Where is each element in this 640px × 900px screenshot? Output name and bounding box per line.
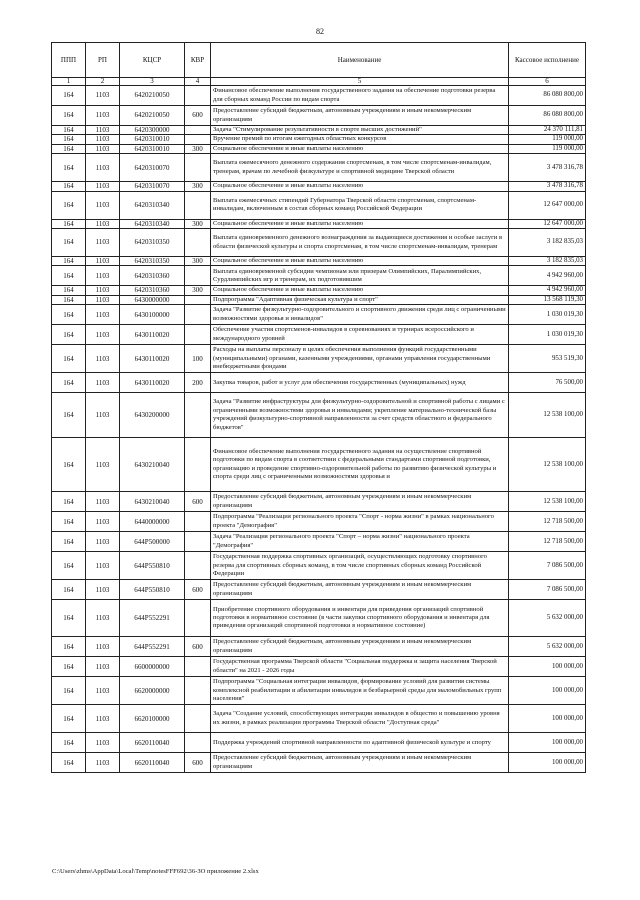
cell-ppp: 164 — [52, 229, 86, 257]
cell-kcsr: 644P552291 — [120, 600, 185, 637]
cell-name: Финансовое обеспечение выполнения государственного задания на осуществление спортивной подготовки по видам спорта в соответствии с федеральными стандартами спортивной подготовки, организацию и проведение спортивно-оздоровительной работы по развитию физической культуры и спорта среди лиц с ограниченными возможностями здоровья и — [211, 438, 509, 492]
cell-kcsr: 644P552291 — [120, 637, 185, 657]
cell-amount: 1 030 019,30 — [509, 305, 586, 325]
table-row — [52, 126, 586, 135]
cell-kvr — [185, 266, 211, 286]
cell-kvr — [185, 657, 211, 677]
table-row — [52, 182, 586, 191]
cell-amount: 1 030 019,30 — [509, 325, 586, 345]
table-row — [52, 154, 586, 182]
cell-kvr — [185, 154, 211, 182]
cell-name: Социальное обеспечение и иные выплаты населению — [211, 219, 509, 228]
table-row — [52, 295, 586, 304]
cell-amount: 5 632 000,00 — [509, 637, 586, 657]
cell-name: Задача "Развитие инфраструктуры для физкультурно-оздоровительной и спортивной работы с лицами с ограниченными возможностями здоровья и инвалидами; укрепление материально-технической базы учреждений физкультурно-спортивной направленности за счет средств областного и федерального бюджетов" — [211, 393, 509, 438]
table-row — [52, 345, 586, 373]
cell-kcsr: 6420310340 — [120, 219, 185, 228]
cell-amount: 4 942 960,00 — [509, 266, 586, 286]
cell-rp: 1103 — [86, 325, 120, 345]
cell-ppp: 164 — [52, 637, 86, 657]
cell-rp: 1103 — [86, 182, 120, 191]
cell-kcsr: 6420310010 — [120, 135, 185, 144]
cell-kcsr: 6620100000 — [120, 705, 185, 733]
cell-kcsr: 644P550810 — [120, 580, 185, 600]
table-row — [52, 532, 586, 552]
cell-kcsr: 6430200000 — [120, 393, 185, 438]
header-kvr: КВР — [185, 43, 211, 78]
cell-name: Предоставление субсидий бюджетным, автономным учреждениям и иным некоммерческим организациям — [211, 106, 509, 126]
cell-kcsr: 6600000000 — [120, 657, 185, 677]
cell-name: Государственная программа Тверской области "Социальная поддержка и защита населения Тверской области" на 2021 - 2026 годы — [211, 657, 509, 677]
table-row — [52, 512, 586, 532]
cell-ppp: 164 — [52, 492, 86, 512]
table-row — [52, 705, 586, 733]
header-amount: Кассовое исполнение — [509, 43, 586, 78]
cell-kcsr: 6430110020 — [120, 325, 185, 345]
cell-ppp: 164 — [52, 657, 86, 677]
cell-amount: 76 500,00 — [509, 373, 586, 393]
cell-name: Выплата ежемесячных стипендий Губернатора Тверской области спортсменам, спортсменам-инвалидам, включенным в состав сборных команд Российской Федерации — [211, 191, 509, 219]
cell-rp: 1103 — [86, 266, 120, 286]
table-row — [52, 229, 586, 257]
cell-name: Выплата единовременной субсидии чемпионам или призерам Олимпийских, Паралимпийских, Сурдлимпийских игр и тренерам, их подготовившим — [211, 266, 509, 286]
cell-kcsr: 6420310350 — [120, 229, 185, 257]
table-row — [52, 492, 586, 512]
table-row — [52, 373, 586, 393]
cell-ppp: 164 — [52, 286, 86, 295]
cell-kvr — [185, 733, 211, 753]
cell-ppp: 164 — [52, 191, 86, 219]
cell-kcsr: 6430210040 — [120, 492, 185, 512]
cell-kcsr: 6430110020 — [120, 373, 185, 393]
cell-amount: 100 000,00 — [509, 657, 586, 677]
table-row — [52, 219, 586, 228]
cell-name: Подпрограмма "Адаптивная физическая культура и спорт" — [211, 295, 509, 304]
column-index: 5 — [211, 78, 509, 86]
cell-amount: 100 000,00 — [509, 705, 586, 733]
cell-kvr: 300 — [185, 219, 211, 228]
cell-name: Социальное обеспечение и иные выплаты населению — [211, 182, 509, 191]
column-index: 1 — [52, 78, 86, 86]
table-row — [52, 191, 586, 219]
cell-amount: 86 080 800,00 — [509, 86, 586, 106]
cell-amount: 3 182 835,03 — [509, 257, 586, 266]
cell-rp: 1103 — [86, 512, 120, 532]
cell-rp: 1103 — [86, 600, 120, 637]
cell-ppp: 164 — [52, 86, 86, 106]
cell-name: Финансовое обеспечение выполнения государственного задания на обеспечение подготовки резерва для сборных команд России по видам спорта — [211, 86, 509, 106]
cell-kvr — [185, 677, 211, 705]
cell-kcsr: 6430210040 — [120, 438, 185, 492]
header-rp: РП — [86, 43, 120, 78]
cell-name: Задача "Реализация регионального проекта "Спорт – норма жизни" национального проекта "Демография" — [211, 532, 509, 552]
cell-rp: 1103 — [86, 154, 120, 182]
cell-kvr — [185, 135, 211, 144]
cell-kvr: 300 — [185, 257, 211, 266]
table-row — [52, 257, 586, 266]
cell-rp: 1103 — [86, 677, 120, 705]
cell-kvr — [185, 325, 211, 345]
cell-kcsr: 6420310340 — [120, 191, 185, 219]
cell-rp: 1103 — [86, 492, 120, 512]
cell-name: Предоставление субсидий бюджетным, автономным учреждениям и иным некоммерческим организациям — [211, 753, 509, 773]
cell-name: Предоставление субсидий бюджетным, автономным учреждениям и иным некоммерческим организациям — [211, 580, 509, 600]
cell-kcsr: 6620110040 — [120, 753, 185, 773]
cell-ppp: 164 — [52, 733, 86, 753]
cell-ppp: 164 — [52, 106, 86, 126]
cell-ppp: 164 — [52, 257, 86, 266]
cell-amount: 4 942 960,00 — [509, 286, 586, 295]
cell-ppp: 164 — [52, 154, 86, 182]
cell-kvr — [185, 512, 211, 532]
cell-kcsr: 6420310010 — [120, 144, 185, 153]
table-row — [52, 144, 586, 153]
cell-kvr: 300 — [185, 144, 211, 153]
cell-ppp: 164 — [52, 305, 86, 325]
cell-name: Подпрограмма "Реализация регионального проекта "Спорт - норма жизни" в рамках национального проекта "Демография" — [211, 512, 509, 532]
table-row — [52, 266, 586, 286]
cell-ppp: 164 — [52, 580, 86, 600]
cell-kvr: 600 — [185, 492, 211, 512]
cell-name: Задача "Развитие физкультурно-оздоровительного и спортивного движения среди лиц с ограниченными возможностями здоровья и инвалидов" — [211, 305, 509, 325]
cell-amount: 3 182 835,03 — [509, 229, 586, 257]
cell-ppp: 164 — [52, 393, 86, 438]
cell-rp: 1103 — [86, 753, 120, 773]
table-row — [52, 677, 586, 705]
column-index: 4 — [185, 78, 211, 86]
cell-kcsr: 6420210050 — [120, 106, 185, 126]
header-name: Наименование — [211, 43, 509, 78]
cell-ppp: 164 — [52, 532, 86, 552]
cell-rp: 1103 — [86, 438, 120, 492]
cell-kvr: 100 — [185, 345, 211, 373]
cell-amount: 7 086 500,00 — [509, 552, 586, 580]
cell-amount: 119 000,00 — [509, 135, 586, 144]
cell-ppp: 164 — [52, 325, 86, 345]
cell-name: Задача "Стимулирование результативности в спорте высших достижений" — [211, 126, 509, 135]
cell-name: Вручение премий по итогам ежегодных областных конкурсов — [211, 135, 509, 144]
cell-kcsr: 644P550810 — [120, 552, 185, 580]
cell-name: Закупка товаров, работ и услуг для обеспечения государственных (муниципальных) нужд — [211, 373, 509, 393]
cell-rp: 1103 — [86, 552, 120, 580]
cell-name: Расходы на выплаты персоналу в целях обеспечения выполнения функций государственными (муниципальными) органами, казенными учреждениями, органами управления государственными внебюджетными фондами — [211, 345, 509, 373]
cell-kcsr: 6430000000 — [120, 295, 185, 304]
table-row — [52, 637, 586, 657]
header-ppp: ППП — [52, 43, 86, 78]
cell-amount: 12 538 100,00 — [509, 438, 586, 492]
cell-rp: 1103 — [86, 295, 120, 304]
cell-amount: 12 538 100,00 — [509, 492, 586, 512]
cell-rp: 1103 — [86, 257, 120, 266]
cell-kvr — [185, 600, 211, 637]
cell-amount: 24 370 111,81 — [509, 126, 586, 135]
cell-kcsr: 6430100000 — [120, 305, 185, 325]
cell-kvr — [185, 229, 211, 257]
cell-rp: 1103 — [86, 144, 120, 153]
cell-kvr: 600 — [185, 753, 211, 773]
cell-rp: 1103 — [86, 532, 120, 552]
cell-name: Приобретение спортивного оборудования и инвентаря для приведения организаций спортивной подготовки в нормативное состояние (в части закупки спортивного оборудования и инвентаря для приведения организаций спортивной подготовки в нормативное состояние) — [211, 600, 509, 637]
cell-kvr: 300 — [185, 182, 211, 191]
cell-kvr: 600 — [185, 106, 211, 126]
table-body — [52, 86, 586, 773]
cell-ppp: 164 — [52, 705, 86, 733]
cell-kvr: 200 — [185, 373, 211, 393]
table-row — [52, 552, 586, 580]
cell-kcsr: 6420300000 — [120, 126, 185, 135]
cell-ppp: 164 — [52, 182, 86, 191]
cell-rp: 1103 — [86, 393, 120, 438]
cell-name: Социальное обеспечение и иные выплаты населению — [211, 286, 509, 295]
cell-rp: 1103 — [86, 733, 120, 753]
table-row — [52, 438, 586, 492]
cell-kcsr: 6420310350 — [120, 257, 185, 266]
cell-ppp: 164 — [52, 295, 86, 304]
cell-kvr — [185, 705, 211, 733]
cell-ppp: 164 — [52, 126, 86, 135]
cell-name: Социальное обеспечение и иные выплаты населению — [211, 144, 509, 153]
cell-amount: 953 519,30 — [509, 345, 586, 373]
cell-kvr — [185, 295, 211, 304]
cell-name: Социальное обеспечение и иные выплаты населению — [211, 257, 509, 266]
cell-rp: 1103 — [86, 229, 120, 257]
cell-kvr — [185, 305, 211, 325]
cell-rp: 1103 — [86, 345, 120, 373]
cell-kvr — [185, 86, 211, 106]
cell-rp: 1103 — [86, 373, 120, 393]
cell-kvr — [185, 191, 211, 219]
cell-amount: 7 086 500,00 — [509, 580, 586, 600]
cell-amount: 100 000,00 — [509, 677, 586, 705]
table-row — [52, 86, 586, 106]
cell-amount: 12 647 000,00 — [509, 191, 586, 219]
cell-kvr — [185, 438, 211, 492]
cell-ppp: 164 — [52, 345, 86, 373]
cell-rp: 1103 — [86, 126, 120, 135]
cell-kcsr: 644P500000 — [120, 532, 185, 552]
cell-name: Задача "Создание условий, способствующих интеграции инвалидов в общество и повышению уровня их жизни, в рамках реализации программы Тверской области "Доступная среда" — [211, 705, 509, 733]
cell-kcsr: 6420210050 — [120, 86, 185, 106]
table-row — [52, 286, 586, 295]
cell-name: Государственная поддержка спортивных организаций, осуществляющих подготовку спортивного резерва для спортивных сборных команд, в том числе спортивных сборных команд Российской Федерации — [211, 552, 509, 580]
cell-kcsr: 6440000000 — [120, 512, 185, 532]
cell-name: Выплата ежемесячного денежного содержания спортсменам, в том числе спортсменам-инвалидам, тренерам, врачам по лечебной физкультуре и спортивной медицине Тверской области — [211, 154, 509, 182]
file-path-footer: C:\Users\zhms\AppData\Local\Temp\notesFFF692\36-ЗО приложение 2.xlsx — [52, 868, 259, 875]
cell-ppp: 164 — [52, 144, 86, 153]
cell-kcsr: 6420310070 — [120, 182, 185, 191]
cell-name: Выплата единовременного денежного вознаграждения за выдающиеся достижения и особые заслуги в области физической культуры и спорта спортсменам, в том числе спортсменам-инвалидам, тренерам — [211, 229, 509, 257]
table-row — [52, 753, 586, 773]
header-kcsr: КЦСР — [120, 43, 185, 78]
table-row — [52, 600, 586, 637]
column-index-row — [52, 78, 586, 86]
cell-amount: 119 000,00 — [509, 144, 586, 153]
cell-rp: 1103 — [86, 106, 120, 126]
cell-amount: 12 538 100,00 — [509, 393, 586, 438]
cell-rp: 1103 — [86, 286, 120, 295]
cell-amount: 12 718 500,00 — [509, 532, 586, 552]
cell-amount: 5 632 000,00 — [509, 600, 586, 637]
cell-amount: 3 478 316,78 — [509, 182, 586, 191]
cell-rp: 1103 — [86, 705, 120, 733]
cell-ppp: 164 — [52, 219, 86, 228]
table-row — [52, 393, 586, 438]
cell-kvr — [185, 552, 211, 580]
cell-name: Предоставление субсидий бюджетным, автономным учреждениям и иным некоммерческим организациям — [211, 492, 509, 512]
table-row — [52, 135, 586, 144]
column-index: 2 — [86, 78, 120, 86]
page-number: 82 — [316, 27, 324, 36]
cell-ppp: 164 — [52, 600, 86, 637]
cell-kvr — [185, 532, 211, 552]
cell-amount: 12 647 000,00 — [509, 219, 586, 228]
cell-name: Поддержка учреждений спортивной направленности по адаптивной физической культуре и спорту — [211, 733, 509, 753]
cell-kcsr: 6420310360 — [120, 266, 185, 286]
cell-kcsr: 6420310360 — [120, 286, 185, 295]
cell-kvr: 600 — [185, 637, 211, 657]
cell-amount: 3 478 316,78 — [509, 154, 586, 182]
budget-execution-table — [51, 42, 586, 773]
cell-rp: 1103 — [86, 86, 120, 106]
cell-kvr: 300 — [185, 286, 211, 295]
cell-ppp: 164 — [52, 512, 86, 532]
cell-ppp: 164 — [52, 552, 86, 580]
cell-kcsr: 6420310070 — [120, 154, 185, 182]
cell-kcsr: 6620110040 — [120, 733, 185, 753]
cell-name: Предоставление субсидий бюджетным, автономным учреждениям и иным некоммерческим организациям — [211, 637, 509, 657]
cell-rp: 1103 — [86, 580, 120, 600]
cell-kcsr: 6620000000 — [120, 677, 185, 705]
table-header-row — [52, 43, 586, 78]
table-row — [52, 580, 586, 600]
cell-rp: 1103 — [86, 637, 120, 657]
cell-ppp: 164 — [52, 266, 86, 286]
table-row — [52, 325, 586, 345]
cell-amount: 13 568 119,30 — [509, 295, 586, 304]
cell-kvr: 600 — [185, 580, 211, 600]
cell-kcsr: 6430110020 — [120, 345, 185, 373]
cell-name: Обеспечение участия спортсменов-инвалидов в соревнованиях и турнирах всероссийского и международного уровней — [211, 325, 509, 345]
cell-name: Подпрограмма "Социальная интеграция инвалидов, формирование условий для развития системы комплексной реабилитации и абилитации инвалидов и безбарьерной среды для маломобильных групп населения" — [211, 677, 509, 705]
cell-rp: 1103 — [86, 191, 120, 219]
column-index: 6 — [509, 78, 586, 86]
cell-ppp: 164 — [52, 135, 86, 144]
table-row — [52, 657, 586, 677]
table-row — [52, 733, 586, 753]
cell-ppp: 164 — [52, 438, 86, 492]
cell-rp: 1103 — [86, 219, 120, 228]
cell-kvr — [185, 393, 211, 438]
column-index: 3 — [120, 78, 185, 86]
cell-rp: 1103 — [86, 657, 120, 677]
cell-rp: 1103 — [86, 135, 120, 144]
cell-amount: 100 000,00 — [509, 733, 586, 753]
table-row — [52, 106, 586, 126]
cell-amount: 12 718 500,00 — [509, 512, 586, 532]
cell-ppp: 164 — [52, 373, 86, 393]
cell-amount: 100 000,00 — [509, 753, 586, 773]
cell-ppp: 164 — [52, 753, 86, 773]
cell-rp: 1103 — [86, 305, 120, 325]
table-row — [52, 305, 586, 325]
cell-kvr — [185, 126, 211, 135]
cell-ppp: 164 — [52, 677, 86, 705]
cell-amount: 86 080 800,00 — [509, 106, 586, 126]
